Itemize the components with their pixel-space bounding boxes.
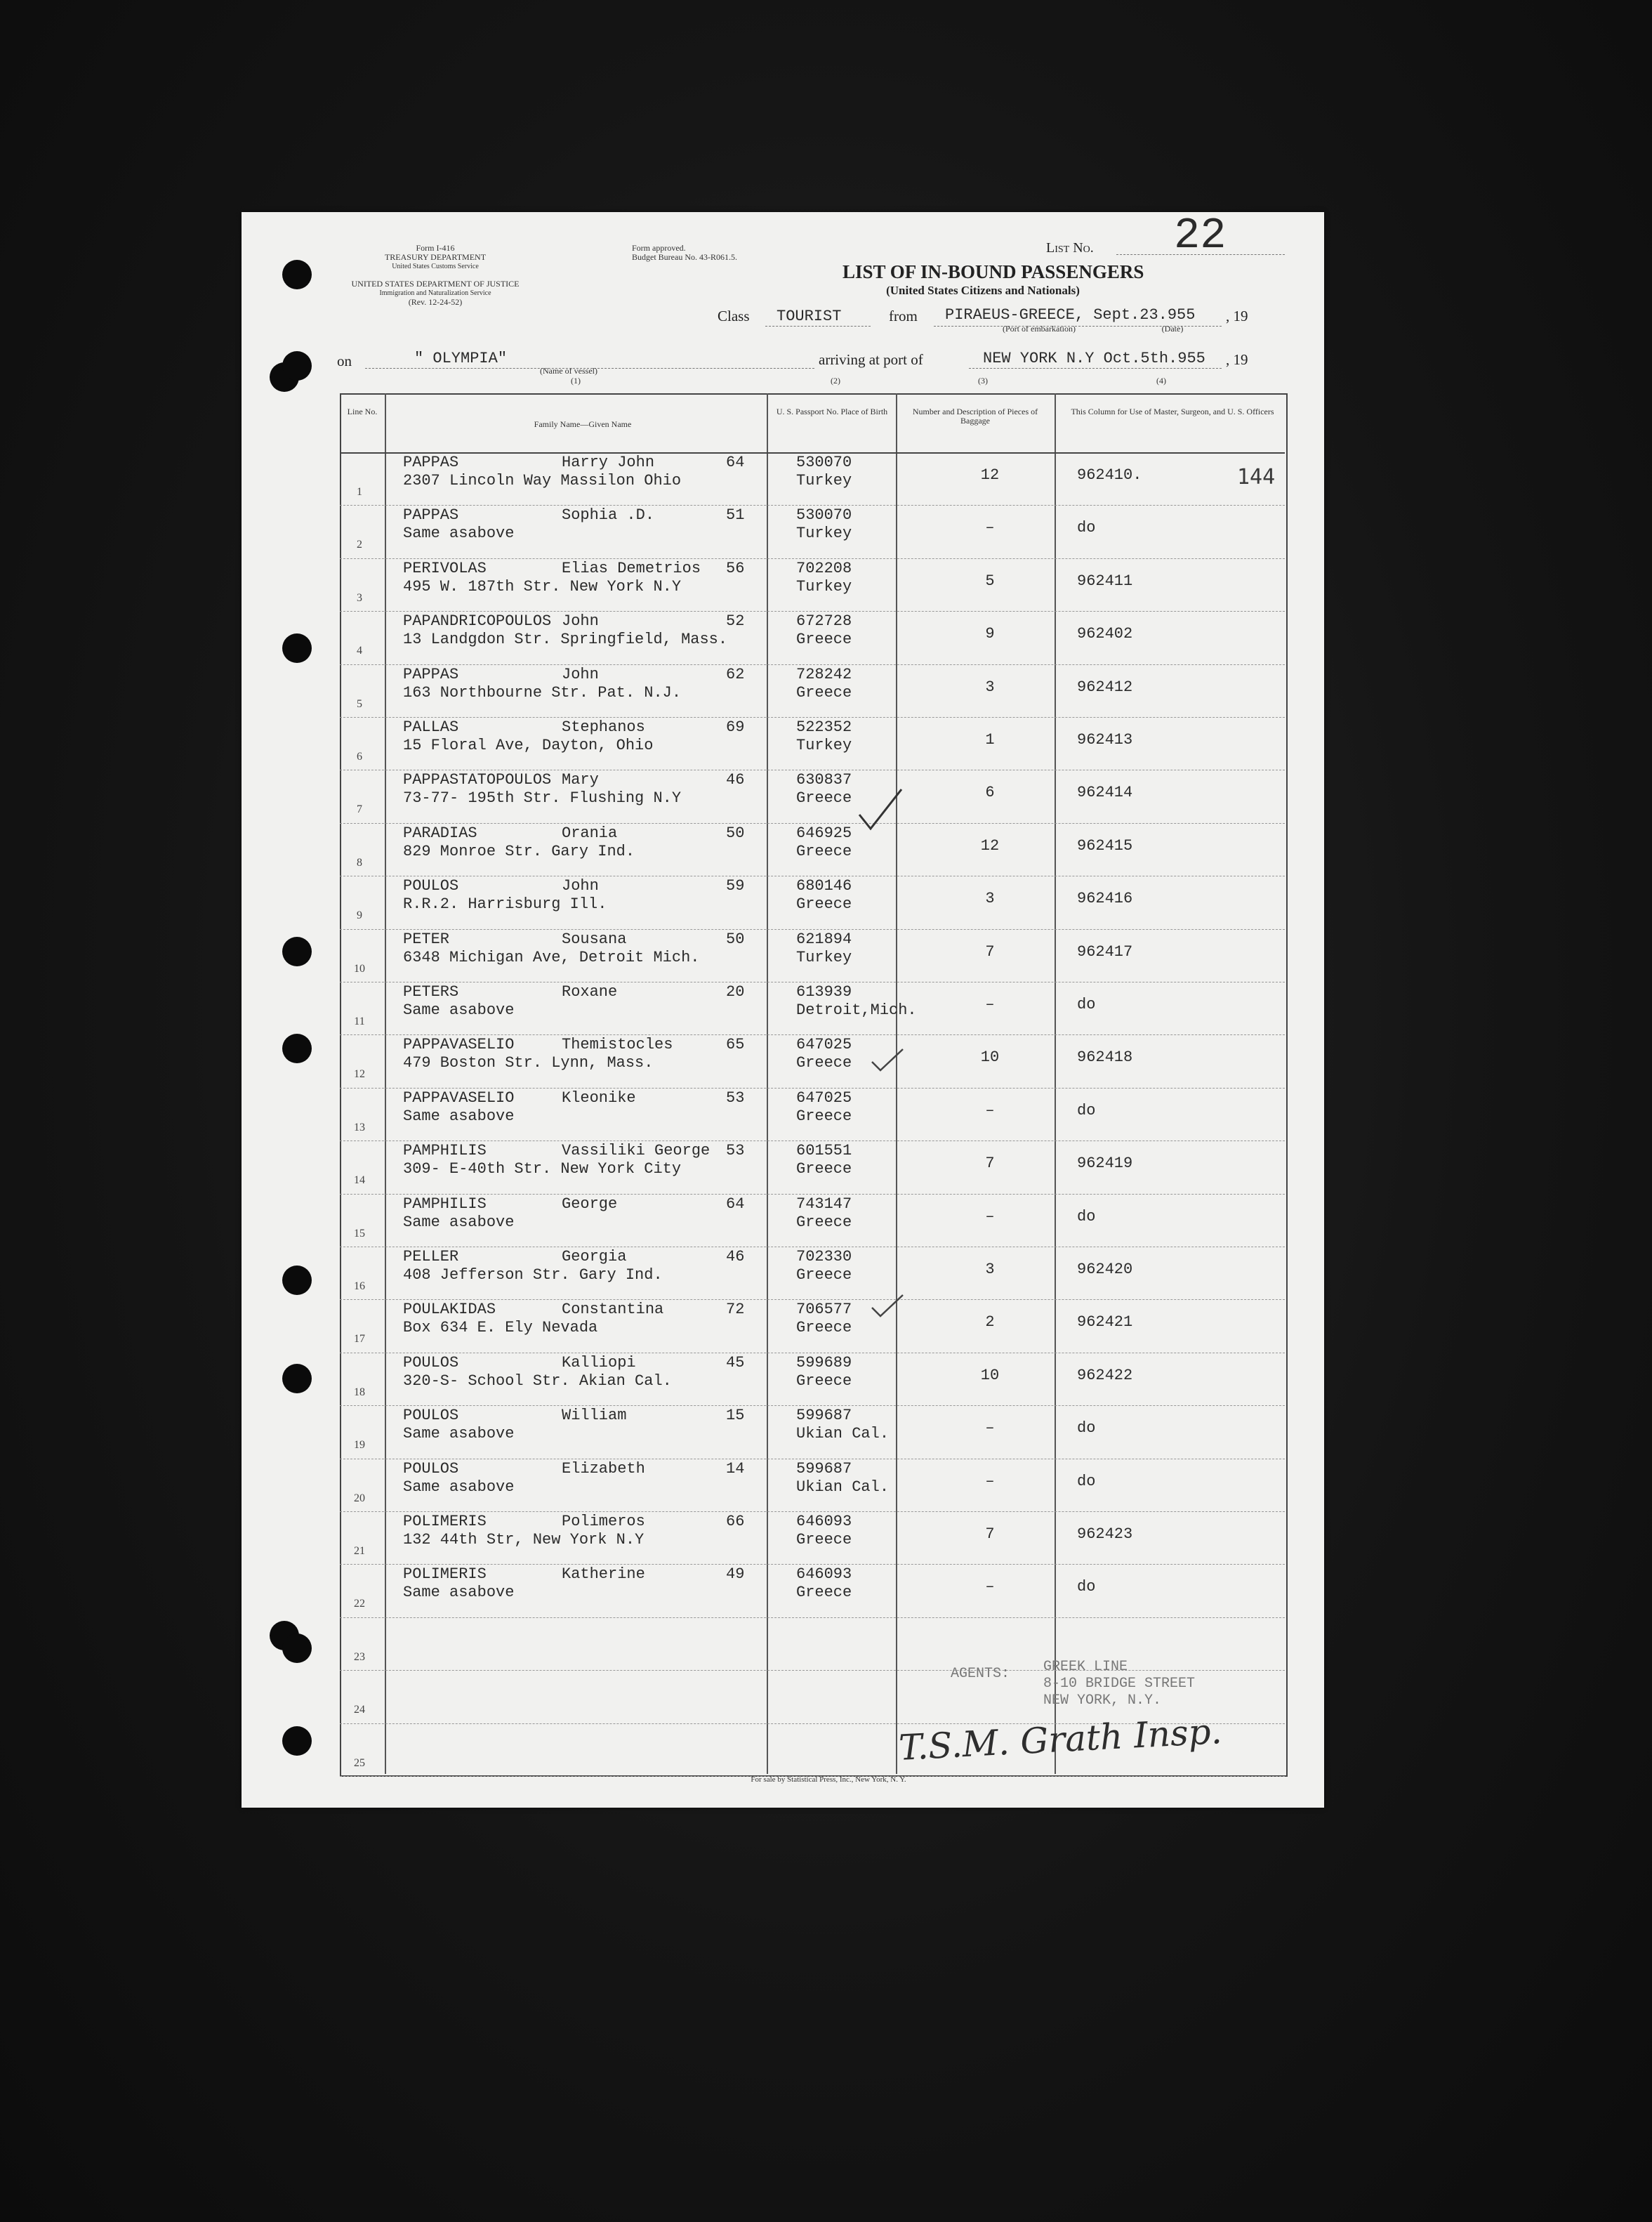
family-name: PERIVOLAS	[403, 559, 487, 577]
line-number: 3	[357, 591, 362, 604]
age: 15	[726, 1407, 745, 1425]
address: 320-S- School Str. Akian Cal.	[403, 1372, 672, 1390]
manifest-subtitle: (United States Citizens and Nationals)	[886, 284, 1080, 297]
address: 163 Northbourne Str. Pat. N.J.	[403, 683, 682, 702]
baggage-count: –	[985, 1578, 995, 1596]
family-name: POULAKIDAS	[403, 1301, 496, 1319]
officer-number: 962420	[1077, 1261, 1133, 1278]
family-name: POULOS	[403, 1459, 459, 1478]
place-of-birth: Greece	[796, 631, 852, 649]
line-number: 1	[357, 486, 362, 498]
port-caption: (Port of embarkation)	[1003, 324, 1076, 334]
baggage-count: 12	[980, 836, 1000, 855]
age: 50	[726, 930, 745, 948]
address: 15 Floral Ave, Dayton, Ohio	[403, 737, 654, 754]
address: Box 634 E. Ely Nevada	[403, 1319, 598, 1337]
place-of-birth: Greece	[796, 1213, 852, 1231]
table-row	[0, 1194, 1285, 1246]
given-name: Harry John	[562, 454, 655, 471]
baggage-count: 6	[985, 784, 995, 802]
baggage-count: 7	[985, 1525, 995, 1543]
address: 73-77- 195th Str. Flushing N.Y	[403, 789, 682, 808]
baggage-count: –	[985, 1207, 995, 1225]
officer-number: 962415	[1077, 836, 1133, 855]
given-name: Elizabeth	[562, 1459, 645, 1478]
age: 51	[726, 506, 745, 525]
given-name: Polimeros	[562, 1513, 645, 1530]
column-header-officers: This Column for Use of Master, Surgeon, and U. S. Officers	[1071, 407, 1274, 416]
given-name: Sophia .D.	[562, 506, 655, 525]
baggage-count: 3	[985, 1261, 995, 1278]
table-row	[0, 1299, 1285, 1351]
given-name: Stephanos	[562, 718, 645, 736]
age: 64	[726, 1195, 745, 1213]
officer-number: 962422	[1077, 1366, 1133, 1384]
given-name: Katherine	[562, 1565, 645, 1584]
place-of-birth: Greece	[796, 1319, 852, 1337]
column-index: (1)	[571, 376, 581, 386]
table-row	[0, 1247, 1285, 1299]
given-name: Vassiliki George	[562, 1142, 711, 1160]
line-number: 17	[354, 1333, 365, 1346]
baggage-count: 7	[985, 1155, 995, 1173]
family-name: POULOS	[403, 877, 459, 895]
family-name: PAPPAVASELIO	[403, 1036, 515, 1054]
address: Same asabove	[403, 1425, 515, 1443]
underline	[1116, 254, 1285, 255]
officer-number: do	[1077, 1419, 1096, 1438]
table-row	[0, 452, 1285, 504]
family-name: PAMPHILIS	[403, 1195, 487, 1213]
address: Same asabove	[403, 1478, 515, 1496]
table-row	[0, 929, 1285, 981]
line-number: 9	[357, 909, 362, 922]
family-name: PALLAS	[403, 718, 459, 736]
officer-number: 962402	[1077, 625, 1133, 643]
address: 309- E-40th Str. New York City	[403, 1160, 682, 1178]
age: 65	[726, 1036, 745, 1054]
place-of-birth: Turkey	[796, 472, 852, 489]
form-number: Form I-416	[416, 243, 455, 253]
baggage-count: 1	[985, 731, 995, 749]
given-name: William	[562, 1407, 627, 1425]
age: 50	[726, 824, 745, 842]
table-row	[0, 1459, 1285, 1511]
table-row	[0, 982, 1285, 1034]
baggage-count: 2	[985, 1313, 995, 1332]
baggage-count: 10	[980, 1366, 1000, 1384]
line-number: 5	[357, 697, 362, 710]
line-number: 2	[357, 539, 362, 551]
department: Immigration and Naturalization Service	[379, 289, 491, 297]
column-index: (4)	[1156, 376, 1166, 386]
passport-number: 672728	[796, 612, 852, 631]
place-of-birth: Greece	[796, 1372, 852, 1390]
age: 69	[726, 718, 745, 736]
baggage-count: –	[985, 519, 995, 537]
line-number: 11	[354, 1015, 365, 1027]
place-of-birth: Ukian Cal.	[796, 1478, 890, 1496]
family-name: PAPPAVASELIO	[403, 1089, 515, 1107]
vessel-caption: (Name of vessel)	[540, 366, 597, 376]
table-row	[0, 770, 1285, 822]
agents-stamp: 8-10 BRIDGE STREET	[1043, 1676, 1196, 1692]
age: 66	[726, 1513, 745, 1530]
vessel-name: " OLYMPIA"	[414, 350, 508, 367]
place-of-birth: Turkey	[796, 577, 852, 596]
passport-number: 621894	[796, 930, 852, 948]
department: UNITED STATES DEPARTMENT OF JUSTICE	[351, 279, 520, 289]
address: Same asabove	[403, 1001, 515, 1019]
column-header-passport: U. S. Passport No. Place of Birth	[776, 407, 888, 416]
table-row	[0, 505, 1285, 557]
inspector-signature: T.S.M. Grath Insp.	[897, 1710, 1223, 1769]
table-row	[0, 1405, 1285, 1457]
class-label: Class	[718, 308, 750, 324]
column-header-name: Family Name—Given Name	[534, 419, 632, 429]
baggage-count: 7	[985, 942, 995, 961]
passport-number: 530070	[796, 506, 852, 525]
officer-number: 962417	[1077, 942, 1133, 961]
table-row	[0, 558, 1285, 610]
line-number: 25	[354, 1756, 365, 1769]
officer-number: 962416	[1077, 890, 1133, 908]
underline	[765, 326, 871, 327]
agents-label: AGENTS:	[951, 1666, 1010, 1682]
given-name: Constantina	[562, 1301, 664, 1319]
passport-number: 599687	[796, 1407, 852, 1425]
passport-number: 646093	[796, 1565, 852, 1584]
age: 59	[726, 877, 745, 895]
place-of-birth: Greece	[796, 1531, 852, 1549]
age: 72	[726, 1301, 745, 1319]
age: 52	[726, 612, 745, 631]
baggage-count: –	[985, 996, 995, 1013]
line-number: 4	[357, 645, 362, 657]
line-number: 7	[357, 803, 362, 816]
officer-number: 962410.	[1077, 466, 1142, 484]
checkmark-icon	[871, 1046, 906, 1074]
passport-number: 601551	[796, 1142, 852, 1160]
place-of-birth: Greece	[796, 1584, 852, 1602]
address: 132 44th Str, New York N.Y	[403, 1531, 645, 1549]
officer-number: 962412	[1077, 678, 1133, 696]
list-number: 22	[1174, 211, 1227, 261]
baggage-count: 3	[985, 678, 995, 696]
family-name: POLIMERIS	[403, 1565, 487, 1584]
passport-number: 702330	[796, 1248, 852, 1266]
checkmark-icon	[857, 787, 906, 836]
page-count-note: 144	[1237, 465, 1276, 489]
baggage-count: 12	[980, 466, 1000, 484]
place-of-birth: Greece	[796, 1160, 852, 1178]
arriving-label: arriving at port of	[819, 351, 923, 368]
address: 495 W. 187th Str. New York N.Y	[403, 577, 682, 596]
age: 14	[726, 1459, 745, 1478]
line-number: 10	[354, 962, 365, 975]
age: 46	[726, 771, 745, 789]
passport-number: 599689	[796, 1353, 852, 1372]
line-number: 24	[354, 1704, 365, 1716]
agents-stamp: GREEK LINE	[1043, 1659, 1128, 1675]
given-name: Themistocles	[562, 1036, 673, 1054]
table-row	[0, 1140, 1285, 1192]
line-number: 21	[354, 1545, 365, 1557]
place-of-birth: Greece	[796, 683, 852, 702]
given-name: John	[562, 665, 599, 683]
family-name: PAPPASTATOPOULOS	[403, 771, 552, 789]
family-name: PETER	[403, 930, 450, 948]
passport-number: 522352	[796, 718, 852, 736]
baggage-count: –	[985, 1472, 995, 1490]
given-name: George	[562, 1195, 618, 1213]
officer-number: 962423	[1077, 1525, 1133, 1543]
checkmark-icon	[871, 1292, 906, 1320]
baggage-count: 10	[980, 1048, 1000, 1067]
family-name: POULOS	[403, 1353, 459, 1372]
place-of-birth: Detroit,Mich.	[796, 1001, 917, 1019]
department: United States Customs Service	[392, 263, 479, 270]
given-name: John	[562, 612, 599, 631]
age: 53	[726, 1142, 745, 1160]
officer-number: do	[1077, 519, 1096, 537]
officer-number: do	[1077, 996, 1096, 1013]
underline	[969, 368, 1222, 369]
table-row	[0, 664, 1285, 716]
place-of-birth: Turkey	[796, 525, 852, 543]
agents-stamp: NEW YORK, N.Y.	[1043, 1692, 1162, 1709]
officer-number: 962414	[1077, 784, 1133, 802]
given-name: Mary	[562, 771, 599, 789]
address: Same asabove	[403, 525, 515, 543]
passport-number: 743147	[796, 1195, 852, 1213]
address: 13 Landgdon Str. Springfield, Mass.	[403, 631, 728, 649]
place-of-birth: Greece	[796, 1054, 852, 1072]
line-number: 22	[354, 1598, 365, 1610]
given-name: Sousana	[562, 930, 627, 948]
baggage-count: 9	[985, 625, 995, 643]
table-row	[0, 823, 1285, 875]
line-number: 12	[354, 1068, 365, 1081]
age: 53	[726, 1089, 745, 1107]
from-value: PIRAEUS-GREECE, Sept.23.955	[945, 306, 1196, 324]
place-of-birth: Greece	[796, 1266, 852, 1284]
given-name: Roxane	[562, 983, 618, 1001]
address: Same asabove	[403, 1107, 515, 1125]
column-header-line: Line No.	[347, 407, 378, 416]
baggage-count: 3	[985, 890, 995, 908]
column-header-baggage: Number and Description of Pieces of Baggage	[912, 407, 1038, 426]
passport-number: 728242	[796, 665, 852, 683]
given-name: Kleonike	[562, 1089, 636, 1107]
officer-number: 962419	[1077, 1155, 1133, 1173]
passport-number: 646925	[796, 824, 852, 842]
line-number: 13	[354, 1121, 365, 1133]
passport-number: 647025	[796, 1036, 852, 1054]
address: 479 Boston Str. Lynn, Mass.	[403, 1054, 654, 1072]
place-of-birth: Greece	[796, 895, 852, 914]
given-name: John	[562, 877, 599, 895]
address: Same asabove	[403, 1213, 515, 1231]
column-index: (2)	[831, 376, 840, 386]
passport-number: 630837	[796, 771, 852, 789]
family-name: PAPPAS	[403, 506, 459, 525]
line-number: 20	[354, 1492, 365, 1504]
passport-number: 706577	[796, 1301, 852, 1319]
table-row	[0, 1511, 1285, 1563]
passport-number: 702208	[796, 559, 852, 577]
on-label: on	[337, 353, 352, 369]
passport-number: 530070	[796, 454, 852, 471]
address: 2307 Lincoln Way Massilon Ohio	[403, 472, 682, 489]
table-row	[0, 1034, 1285, 1086]
place-of-birth: Greece	[796, 842, 852, 860]
address: R.R.2. Harrisburg Ill.	[403, 895, 607, 914]
place-of-birth: Greece	[796, 789, 852, 808]
officer-number: do	[1077, 1101, 1096, 1119]
address: 829 Monroe Str. Gary Ind.	[403, 842, 635, 860]
year-field: , 19	[1226, 351, 1248, 368]
family-name: PAPPAS	[403, 454, 459, 471]
revision: (Rev. 12-24-52)	[408, 297, 463, 307]
table-row	[0, 611, 1285, 663]
table-row	[0, 717, 1285, 769]
baggage-count: 5	[985, 572, 995, 590]
given-name: Orania	[562, 824, 618, 842]
age: 64	[726, 454, 745, 471]
family-name: PETERS	[403, 983, 459, 1001]
printer-footer: For sale by Statistical Press, Inc., New York, N. Y.	[751, 1775, 906, 1784]
passport-number: 680146	[796, 877, 852, 895]
table-row	[0, 1564, 1285, 1616]
line-number: 16	[354, 1280, 365, 1292]
family-name: POULOS	[403, 1407, 459, 1425]
approval-note: Budget Bureau No. 43-R061.5.	[632, 252, 737, 262]
list-label: List No.	[1046, 240, 1094, 256]
passport-number: 599687	[796, 1459, 852, 1478]
class-value: TOURIST	[777, 308, 842, 325]
age: 45	[726, 1353, 745, 1372]
address: 6348 Michigan Ave, Detroit Mich.	[403, 948, 700, 966]
line-number: 14	[354, 1174, 365, 1187]
year-field: , 19	[1226, 308, 1248, 324]
place-of-birth: Ukian Cal.	[796, 1425, 890, 1443]
arriving-value: NEW YORK N.Y Oct.5th.955	[983, 350, 1205, 367]
line-number: 19	[354, 1439, 365, 1452]
officer-number: 962413	[1077, 731, 1133, 749]
place-of-birth: Greece	[796, 1107, 852, 1125]
age: 62	[726, 665, 745, 683]
table-row	[0, 1353, 1285, 1405]
place-of-birth: Turkey	[796, 737, 852, 754]
family-name: PAMPHILIS	[403, 1142, 487, 1160]
address: 408 Jefferson Str. Gary Ind.	[403, 1266, 663, 1284]
passport-number: 647025	[796, 1089, 852, 1107]
date-caption: (Date)	[1161, 324, 1184, 334]
line-number: 23	[354, 1650, 365, 1663]
passport-number: 613939	[796, 983, 852, 1001]
baggage-count: –	[985, 1419, 995, 1438]
family-name: PAPANDRICOPOULOS	[403, 612, 552, 631]
line-number: 6	[357, 751, 362, 763]
officer-number: 962411	[1077, 572, 1133, 590]
line-number: 15	[354, 1227, 365, 1240]
age: 56	[726, 559, 745, 577]
table-row	[0, 876, 1285, 928]
passport-number: 646093	[796, 1513, 852, 1530]
officer-number: do	[1077, 1207, 1096, 1225]
age: 20	[726, 983, 745, 1001]
officer-number: 962421	[1077, 1313, 1133, 1332]
officer-number: 962418	[1077, 1048, 1133, 1067]
age: 49	[726, 1565, 745, 1584]
from-label: from	[889, 308, 918, 324]
department: TREASURY DEPARTMENT	[384, 252, 487, 262]
family-name: PARADIAS	[403, 824, 477, 842]
approval-note: Form approved.	[632, 243, 686, 253]
given-name: Elias Demetrios	[562, 559, 701, 577]
family-name: PAPPAS	[403, 665, 459, 683]
line-number: 18	[354, 1386, 365, 1398]
officer-number: do	[1077, 1578, 1096, 1596]
family-name: POLIMERIS	[403, 1513, 487, 1530]
address: Same asabove	[403, 1584, 515, 1602]
punch-hole	[282, 351, 312, 381]
age: 46	[726, 1248, 745, 1266]
family-name: PELLER	[403, 1248, 459, 1266]
column-index: (3)	[978, 376, 988, 386]
line-number: 8	[357, 856, 362, 869]
given-name: Georgia	[562, 1248, 627, 1266]
table-row	[0, 1088, 1285, 1140]
manifest-title: LIST OF IN-BOUND PASSENGERS	[842, 261, 1144, 282]
place-of-birth: Turkey	[796, 948, 852, 966]
punch-hole	[282, 260, 312, 289]
given-name: Kalliopi	[562, 1353, 636, 1372]
baggage-count: –	[985, 1101, 995, 1119]
officer-number: do	[1077, 1472, 1096, 1490]
